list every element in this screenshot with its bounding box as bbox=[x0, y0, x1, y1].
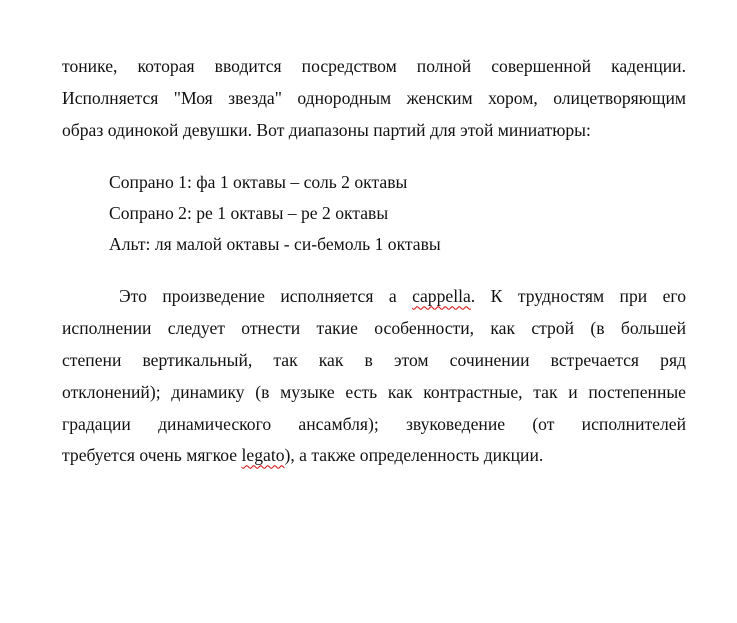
text-line: исполнении следует отнести такие особенности, как строй (в большей bbox=[62, 318, 686, 339]
text-line: образ одинокой девушки. Вот диапазоны партий для этой миниатюры: bbox=[62, 119, 591, 140]
text-segment: . К трудностям при его bbox=[470, 286, 686, 307]
range-alto: Альт: ля малой октавы - си-бемоль 1 октавы bbox=[109, 234, 441, 255]
document-page bbox=[62, 51, 686, 472]
paragraph-tonic bbox=[62, 51, 686, 146]
text-line: отклонений); динамику (в музыке есть как контрастные, так и постепенные bbox=[62, 381, 686, 402]
spellcheck-word: cappella bbox=[412, 286, 471, 307]
text-line: тонике, которая вводится посредством полной совершенной каденции. bbox=[62, 56, 686, 76]
range-soprano-1: Сопрано 1: фа 1 октавы – соль 2 октавы bbox=[109, 172, 408, 193]
text-line: градации динамического ансамбля); звуковедение (от исполнителей bbox=[62, 413, 686, 434]
paragraph-a-cappella bbox=[62, 281, 686, 472]
text-line bbox=[62, 281, 686, 313]
text-segment: ), а также определенность дикции. bbox=[284, 445, 544, 466]
spellcheck-word: legato bbox=[241, 445, 285, 466]
text-line: Исполняется "Моя звезда" однородным женским хором, олицетворяющим bbox=[62, 87, 686, 108]
text-line bbox=[62, 440, 686, 472]
text-segment: Это произведение исполняется а bbox=[119, 286, 413, 307]
text-segment: требуется очень мягкое bbox=[62, 445, 242, 466]
range-soprano-2: Сопрано 2: ре 1 октавы – ре 2 октавы bbox=[109, 203, 389, 224]
text-line: степени вертикальный, так как в этом сочинении встречается ряд bbox=[62, 349, 686, 370]
voice-ranges-list bbox=[62, 167, 686, 260]
